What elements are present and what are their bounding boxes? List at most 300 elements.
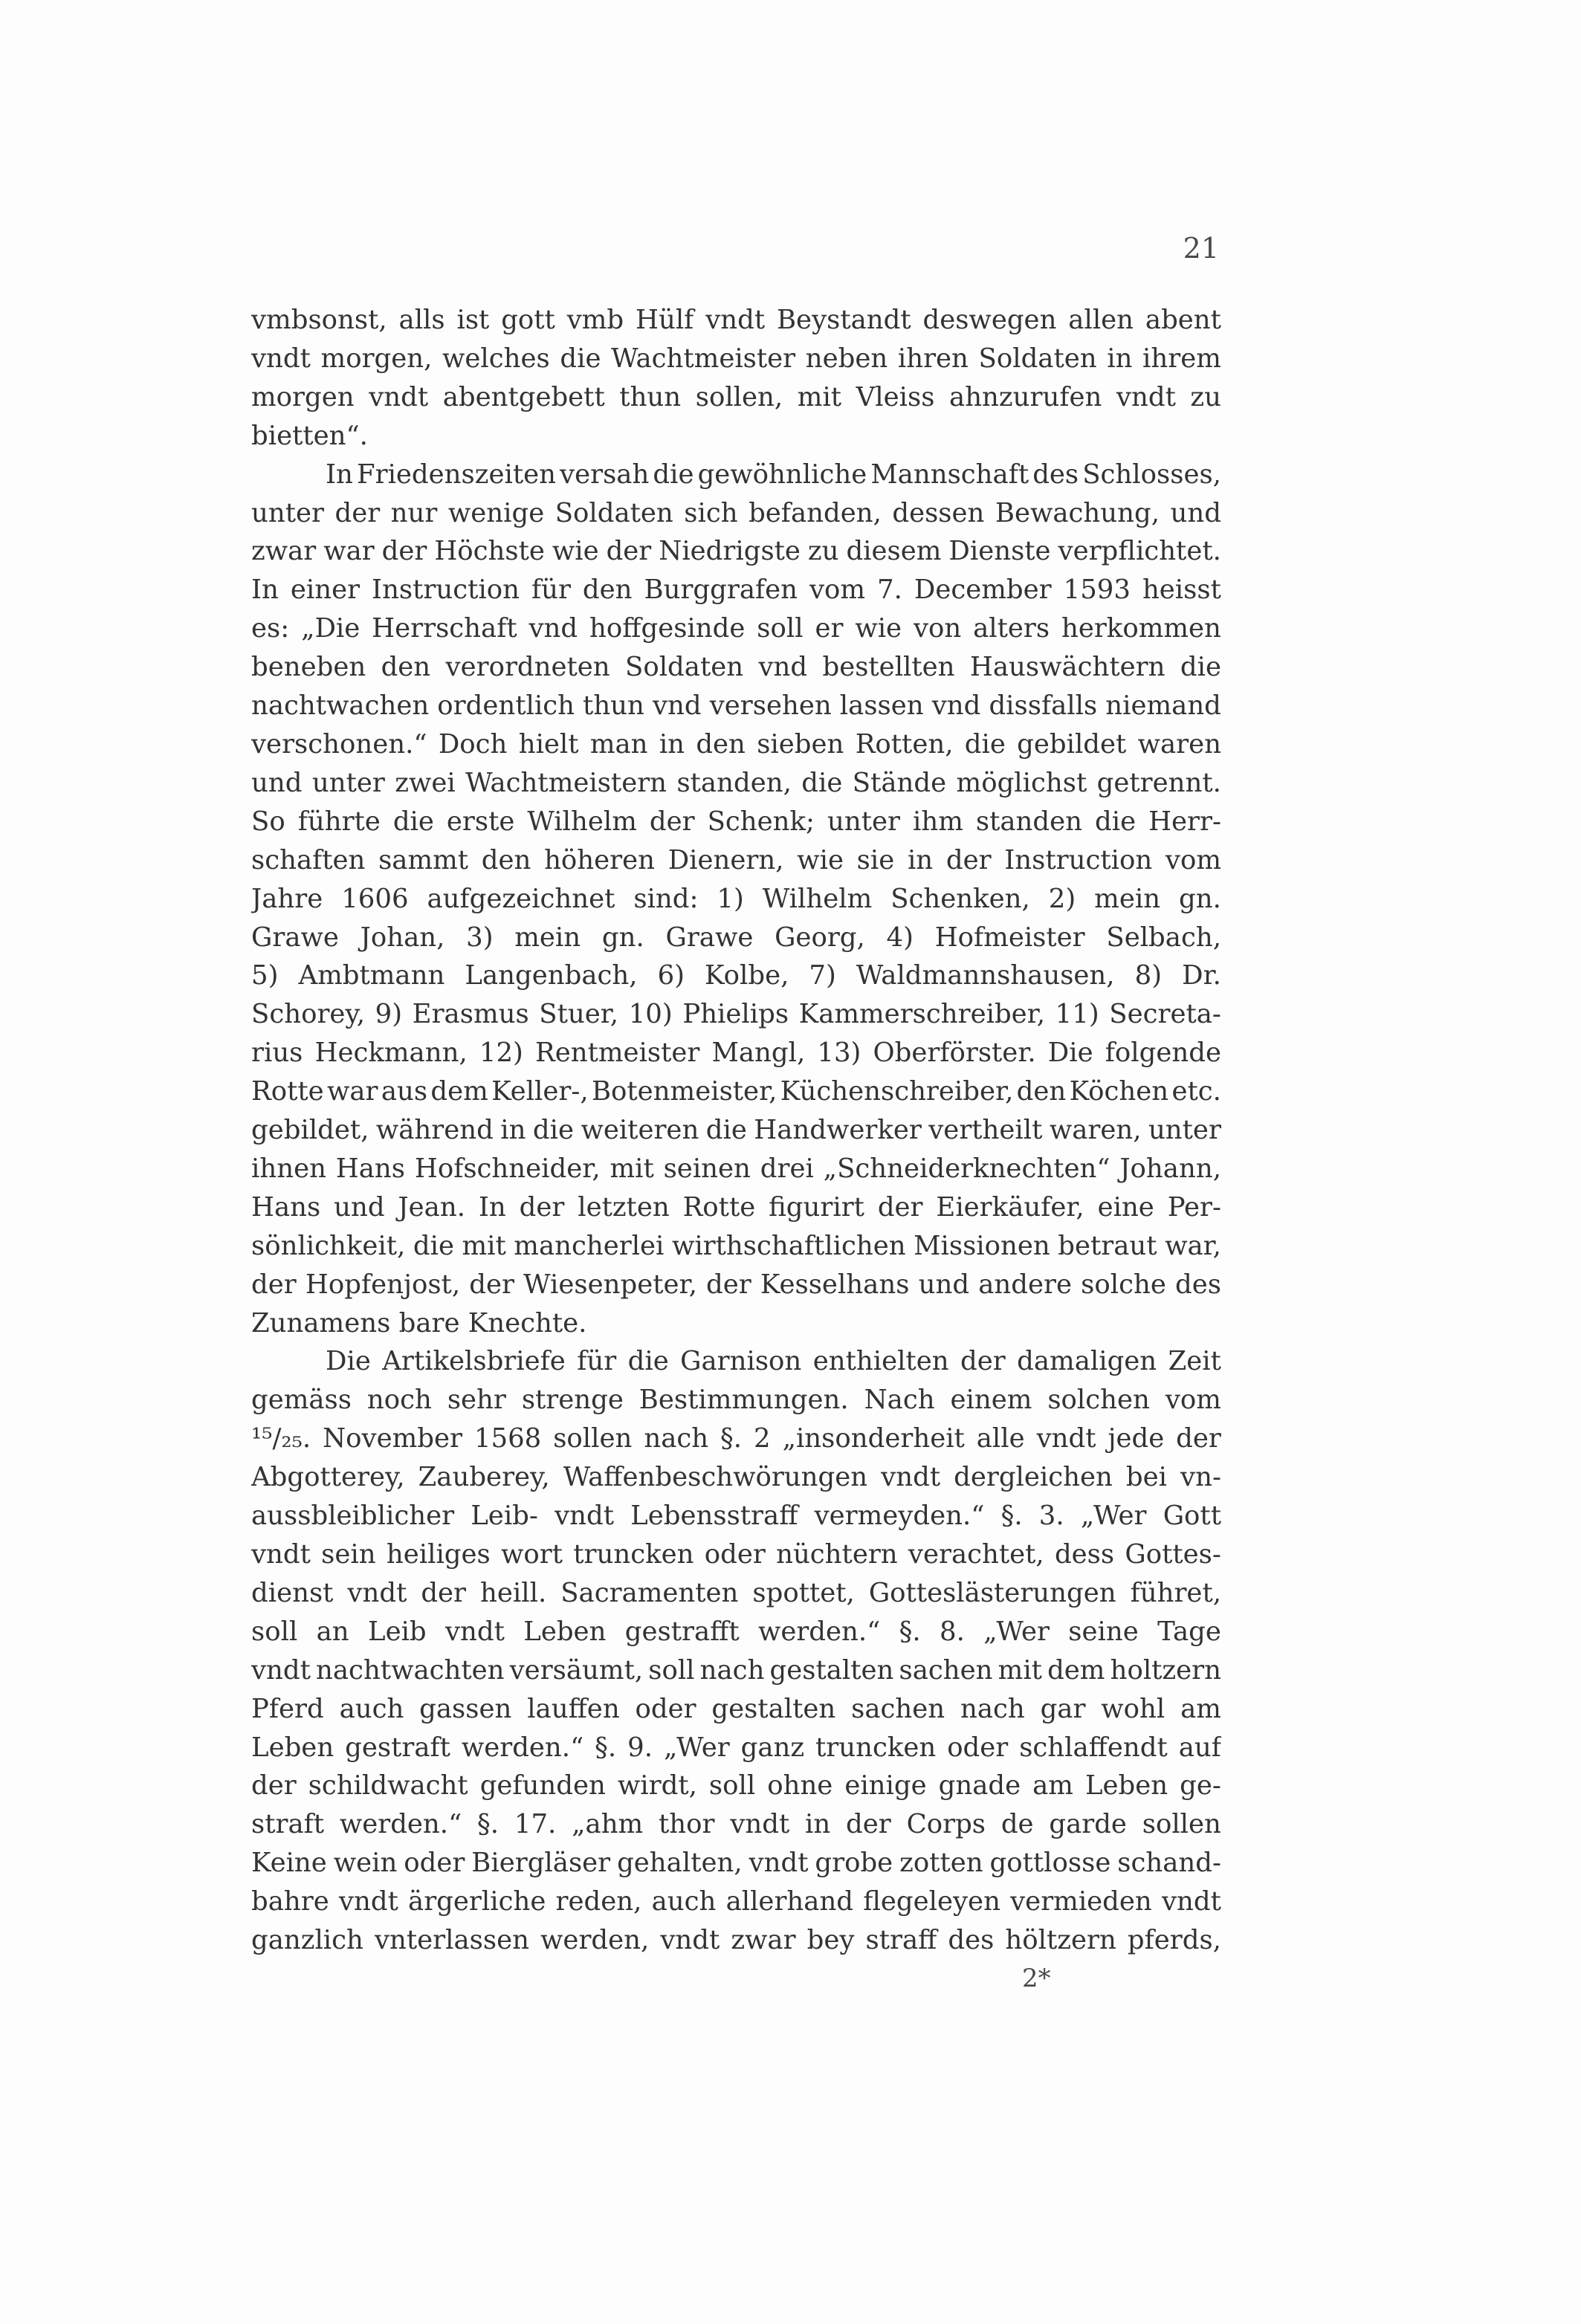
word: vndt [1116,381,1176,412]
word: den [582,574,633,606]
word: Bestimmungen. [638,1385,849,1416]
word: Bewachung, [995,497,1160,528]
word: truncken [815,1732,937,1763]
text-line [251,1111,1221,1150]
word: vndt [660,1925,720,1956]
word: Grawe [251,922,339,953]
word: pferds, [1127,1925,1221,1956]
word: Schorey, [251,999,366,1030]
word: sich [684,497,738,528]
word: zwei [395,767,456,798]
word: 7. [877,574,902,606]
word: §. [1000,1501,1023,1532]
word: „Die [301,613,361,644]
word: 10) [628,999,673,1030]
word: wie [552,536,599,567]
word: Zeit [1168,1346,1221,1377]
word: 1606 [341,883,409,914]
word: die [964,728,1006,760]
word: auch [651,1886,717,1917]
text-line [251,687,1221,725]
word: verpflichtet. [1058,536,1221,567]
word: für [577,1346,617,1377]
word: sachen [851,1693,945,1724]
word: Hofmeister [934,922,1085,953]
word: alters [973,613,1050,644]
word: in [907,844,934,875]
word: werden.“ [757,1616,881,1647]
word: zwar [251,536,317,567]
text-line [251,1266,1221,1304]
word: versah [560,459,650,490]
word: den [481,844,531,875]
word: Eierkäufer, [936,1191,1084,1223]
word: Niedrigste [659,536,801,567]
word: nachtwachten [316,1654,505,1686]
word: ge- [1180,1770,1221,1802]
text-line [251,609,1221,648]
word: aufgezeichnet [427,883,615,914]
word: der [334,497,381,528]
word: unter [1148,1115,1221,1146]
word: Dienern, [667,844,784,875]
word: der [877,1191,923,1223]
word: Gottes- [1125,1539,1221,1570]
word: der [421,1577,467,1608]
word: Instruction [1004,844,1153,875]
word: nach [644,1423,709,1454]
text-line [251,1188,1221,1227]
word: in [500,1115,526,1146]
word: Köchen [1069,1076,1169,1107]
word: gestraft [345,1732,450,1763]
word: schand- [1117,1848,1221,1879]
word: die [392,806,434,837]
word: führte [297,806,381,837]
word: §. [595,1732,617,1763]
word: in [805,1809,831,1840]
word: Selbach, [1106,922,1221,953]
word: vndt [445,1616,505,1647]
word: rius [251,1038,303,1069]
word: von [913,613,962,644]
word: dessen [892,497,985,528]
word: Hans [251,1191,321,1223]
word: sönlichkeit, [251,1230,406,1261]
word: eine [1097,1191,1154,1223]
word: aussbleiblicher [251,1501,455,1532]
word: gar [1040,1693,1086,1724]
word: 12) [479,1038,523,1069]
word: oder [704,1539,766,1570]
word: nach [960,1693,1025,1724]
word: Schlosses, [1082,459,1221,490]
word: am [1180,1693,1221,1724]
word: gott [501,305,555,335]
word: 7) [809,960,836,991]
word: nachtwachen [251,690,430,722]
word: schlaffendt [1019,1732,1168,1763]
word: Rotte [682,1191,756,1223]
word: Stuer, [539,999,619,1030]
word: folgende [1105,1038,1221,1069]
word: Lebensstraff [630,1501,798,1532]
paragraph-1 [251,301,1221,456]
word: Jean. [398,1191,465,1223]
word: der [846,1809,891,1840]
word: ihnen [251,1153,326,1184]
word: „Wer [983,1616,1050,1647]
text-line [251,1690,1221,1729]
word: sammt [378,844,469,875]
word: vom [1165,1385,1221,1416]
word: werden.“ [461,1732,584,1763]
text-line [251,725,1221,764]
word: nur [390,497,438,528]
word: Instruction [372,574,520,606]
word: beneben [251,652,366,683]
word: „Wer [1080,1501,1147,1532]
word: getrennt. [1096,767,1221,798]
word: mein [514,922,581,953]
text-line [251,1535,1221,1574]
word: figurirt [769,1191,864,1223]
word: aus [381,1076,428,1107]
word: December [914,574,1052,606]
word: schildwacht [308,1770,468,1802]
word: abentgebett [442,381,605,412]
word: sollen [1142,1809,1221,1840]
word: ist [456,305,490,335]
word: die [1095,806,1137,837]
word: 8. [940,1616,965,1647]
word: die [627,1346,669,1377]
word: befanden, [749,497,882,528]
word: Leben [251,1732,334,1763]
text-line [251,532,1221,571]
word: soll [648,1654,695,1686]
word: flegeleyen [863,1886,1000,1917]
text-line: bietten“. [251,420,368,451]
text-line [251,301,1221,340]
word: dienst [251,1577,334,1608]
text-line [251,340,1221,378]
word: höltzern [1005,1925,1116,1956]
word: In [478,1191,506,1223]
word: thun [583,690,644,722]
word: der [606,536,652,567]
word: unter [827,806,900,837]
word: der [469,1269,514,1300]
word: sehr [447,1385,506,1416]
word: vndt [338,1886,398,1917]
word: Per- [1167,1191,1221,1223]
word: Abgotterey, [251,1462,405,1493]
word: In [251,574,279,606]
word: es: [251,613,290,644]
word: morgen [251,381,355,412]
word: In [326,459,353,490]
word: soll [708,1770,756,1802]
word: damaligen [1017,1346,1157,1377]
word: „ahm [572,1809,644,1840]
word: nach [699,1654,765,1686]
word: wein [333,1848,398,1879]
word: Tage [1157,1616,1221,1647]
word: Wilhelm [762,883,873,914]
word: Corps [906,1809,986,1840]
word: „Schneiderknechten“ [823,1153,1110,1184]
text-line [251,1342,1221,1381]
word: Keller-, [491,1076,589,1107]
word: wie [855,613,902,644]
word: während [375,1115,494,1146]
word: Soldaten [625,652,744,683]
word: waren [1137,728,1221,760]
word: man [589,728,648,760]
word: ihren [897,343,969,374]
word: zotten [899,1848,983,1879]
text-line [251,1227,1221,1266]
word: Dienste [948,536,1051,567]
word: strenge [521,1385,624,1416]
word: vom [1165,844,1221,875]
word: und [334,1191,385,1223]
word: lassen [839,690,924,722]
word: vndt [347,1577,407,1608]
word: mit [462,1230,506,1261]
word: sollen [553,1423,633,1454]
word: erste [446,806,515,837]
word: mancherlei [514,1230,665,1261]
word: wie [797,844,844,875]
word: gefunden [479,1770,606,1802]
word: vndt [251,1539,311,1570]
word: war [323,536,375,567]
word: seinen [663,1153,751,1184]
word: Rotten, [855,728,954,760]
word: Grawe [665,922,754,953]
word: Johan, [360,922,445,953]
word: Jahre [251,883,323,914]
word: Kolbe, [705,960,789,991]
word: alle [976,1423,1025,1454]
word: Gott [1163,1501,1221,1532]
word: §. [477,1809,499,1840]
text-line [251,1921,1221,1960]
word: den [381,652,431,683]
word: vn- [1180,1462,1221,1493]
word: die [801,767,843,798]
text-line [251,1150,1221,1188]
word: Langenbach, [465,960,638,991]
word: 17. [514,1809,557,1840]
word: die [560,343,601,374]
word: verordneten [445,652,610,683]
word: heill. [480,1577,547,1608]
word: oder [947,1732,1009,1763]
word: vndt [1036,1423,1096,1454]
word: vndt [881,1462,941,1493]
word: reden, [555,1886,642,1917]
word: Oberförster. [873,1038,1036,1069]
word: November [323,1423,462,1454]
word: bey [806,1925,855,1956]
word: heiliges [386,1539,491,1570]
word: schaften [251,844,366,875]
word: Handwerker [754,1115,922,1146]
text-line [251,919,1221,957]
word: 13) [817,1038,861,1069]
word: gehalten, [617,1848,743,1879]
word: vmbsonst, [251,305,387,335]
word: gestalten [769,1654,894,1686]
word: vmb [566,305,624,335]
word: vndt [730,1809,790,1840]
text-line [251,1497,1221,1535]
word: Kesselhans [760,1269,910,1300]
word: die [653,459,694,490]
word: Biergläser [471,1848,611,1879]
word: Gotteslästerungen [868,1577,1116,1608]
word: Keine [251,1848,327,1879]
word: standen, [676,767,792,798]
word: nüchtern [776,1539,898,1570]
text-line: Zunamens bare Knechte. [251,1307,587,1339]
word: der [251,1269,297,1300]
word: vndt [369,381,429,412]
text-line [251,571,1221,609]
word: 1593 [1063,574,1131,606]
text-line [251,1420,1221,1458]
word: gebildet, [251,1115,369,1146]
word: Herrschaft [372,613,517,644]
word: Friedenszeiten [356,459,556,490]
word: welches [442,343,550,374]
text-line [251,1458,1221,1497]
word: dem [1047,1654,1105,1686]
word: Wachtmeistern [465,767,667,798]
word: Hofschneider, [414,1153,601,1184]
word: allerhand [725,1886,854,1917]
word: enthielten [812,1346,949,1377]
word: soll [251,1616,298,1647]
text-line [251,1613,1221,1651]
word: 5) [251,960,279,991]
word: ganz [740,1732,805,1763]
word: bahre [251,1886,329,1917]
word: hoffgesinde [589,613,746,644]
word: die [532,1115,575,1146]
word: Nach [864,1385,935,1416]
word: thun [619,381,682,412]
text-line [251,1844,1221,1883]
word: drei [760,1153,814,1184]
word: lauffen [527,1693,620,1724]
word: oder [635,1693,696,1724]
word: vndt [749,1848,809,1879]
word: Wilhelm [527,806,637,837]
word: gestrafft [624,1616,740,1647]
word: vnd [931,690,981,722]
text-line [251,378,1221,417]
word: 1568 [473,1423,542,1454]
word: sie [856,844,895,875]
word: der [960,1346,1006,1377]
word: vnd [758,652,808,683]
word: 3. [1038,1501,1064,1532]
word: wirdt, [617,1770,697,1802]
word: gestalten [711,1693,836,1724]
word: am [1032,1770,1073,1802]
word: ihrem [1142,343,1221,374]
word: vnd [528,613,578,644]
word: 3) [466,922,494,953]
word: jede [1108,1423,1165,1454]
word: bei [1125,1462,1168,1493]
word: garde [1049,1809,1127,1840]
word: einer [290,574,361,606]
word: de [1000,1809,1034,1840]
word: an [316,1616,349,1647]
text-line [251,803,1221,841]
word: vndt [705,305,766,335]
word: allen [1068,305,1134,335]
word: sieben [757,728,844,760]
text-line [251,995,1221,1034]
word: alls [398,305,445,335]
word: §. [899,1616,921,1647]
word: Rentmeister [535,1038,700,1069]
word: Zauberey, [418,1462,550,1493]
word: 2 [754,1423,771,1454]
word: sein [321,1539,376,1570]
word: So [251,806,285,837]
word: auf [1178,1732,1221,1763]
word: zu [807,536,839,567]
word: ohne [767,1770,833,1802]
word: oder [404,1848,465,1879]
text-line [251,1072,1221,1111]
word: sachen [899,1654,993,1686]
word: verachtet, [908,1539,1044,1570]
word: mit [998,1654,1042,1686]
word: soll [757,613,804,644]
word: Beystandt [776,305,911,335]
word: Mannschaft [870,459,1029,490]
word: gemäss [251,1385,352,1416]
word: deswegen [922,305,1057,335]
paragraph-3 [251,1342,1221,1960]
text-line [251,1651,1221,1690]
word: Herr- [1148,806,1221,837]
text-line [251,456,1221,494]
text-line [251,1729,1221,1767]
word: auch [339,1693,404,1724]
word: morgen, [320,343,433,374]
word: wirthschaftlichen [671,1230,906,1261]
word: Hopfenjost, [305,1269,461,1300]
word: neben [805,343,888,374]
word: hielt [518,728,579,760]
word: 11) [1055,999,1099,1030]
word: ¹⁵/₂₅. [251,1423,311,1454]
word: „insonderheit [782,1423,965,1454]
word: der [251,1770,297,1802]
text-line [251,764,1221,803]
word: gewöhnliche [697,459,867,490]
text-line [251,957,1221,995]
